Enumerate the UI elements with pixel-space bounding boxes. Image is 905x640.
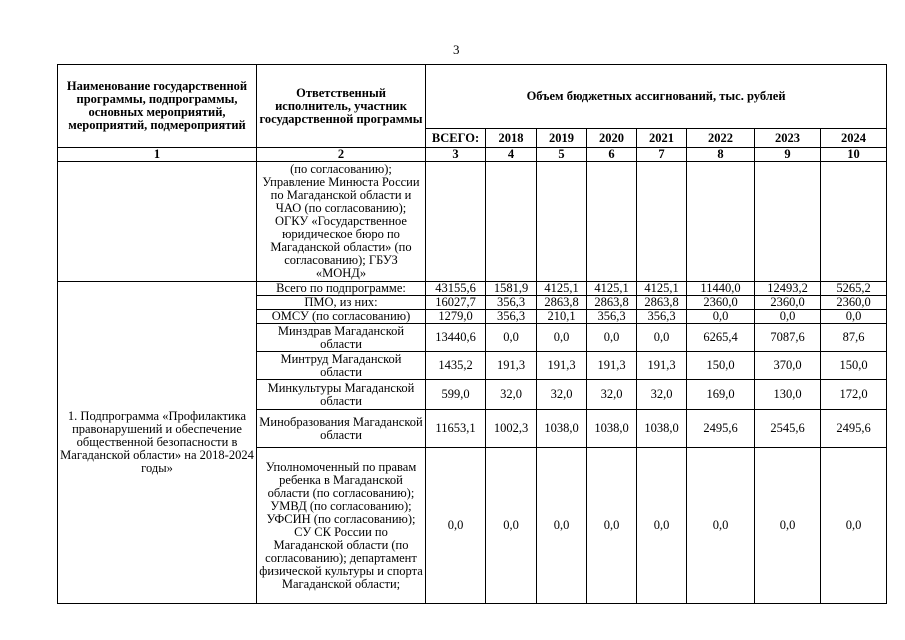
- value-cell: 0,0: [637, 448, 687, 604]
- value-cell: 1038,0: [587, 410, 637, 448]
- value-cell: 1279,0: [426, 310, 486, 324]
- column-number: 2: [257, 148, 426, 162]
- value-cell: 11653,1: [426, 410, 486, 448]
- value-cell: 0,0: [821, 448, 887, 604]
- value-cell: 191,3: [537, 352, 587, 380]
- value-cell: 43155,6: [426, 282, 486, 296]
- executor-cell: ПМО, из них:: [257, 296, 426, 310]
- value-cell: 0,0: [637, 324, 687, 352]
- value-cell: 6265,4: [687, 324, 755, 352]
- executor-cell: Минтруд Магаданской области: [257, 352, 426, 380]
- executor-cell: ОМСУ (по согласованию): [257, 310, 426, 324]
- empty-value-cell: [426, 162, 486, 282]
- empty-value-cell: [486, 162, 537, 282]
- year-header: 2019: [537, 129, 587, 148]
- column-number: 6: [587, 148, 637, 162]
- column-number: 3: [426, 148, 486, 162]
- subprogram-name: 1. Подпрограмма «Профилактика правонарушений и обеспечение общественной безопасности в Магаданской области» на 2018-2024 годы»: [58, 282, 257, 604]
- value-cell: 0,0: [755, 448, 821, 604]
- value-cell: 2360,0: [687, 296, 755, 310]
- value-cell: 2360,0: [755, 296, 821, 310]
- value-cell: 0,0: [537, 448, 587, 604]
- value-cell: 356,3: [637, 310, 687, 324]
- empty-value-cell: [687, 162, 755, 282]
- empty-value-cell: [587, 162, 637, 282]
- value-cell: 356,3: [486, 310, 537, 324]
- value-cell: 599,0: [426, 380, 486, 410]
- value-cell: 2863,8: [587, 296, 637, 310]
- value-cell: 130,0: [755, 380, 821, 410]
- value-cell: 1581,9: [486, 282, 537, 296]
- value-cell: 2863,8: [637, 296, 687, 310]
- column-number: 4: [486, 148, 537, 162]
- value-cell: 4125,1: [637, 282, 687, 296]
- value-cell: 0,0: [486, 448, 537, 604]
- value-cell: 370,0: [755, 352, 821, 380]
- executor-cell: (по согласованию); Управление Минюста России по Магаданской области и ЧАО (по согласованию); ОГКУ «Государственное юридическое бюро по Магаданской области» (по согласованию); ГБУЗ «МОНД»: [257, 162, 426, 282]
- value-cell: 4125,1: [537, 282, 587, 296]
- year-header: 2024: [821, 129, 887, 148]
- value-cell: 2545,6: [755, 410, 821, 448]
- value-cell: 2495,6: [821, 410, 887, 448]
- column-number: 1: [58, 148, 257, 162]
- executor-cell: Минздрав Магаданской области: [257, 324, 426, 352]
- column-number-row: [58, 148, 887, 162]
- value-cell: 0,0: [687, 448, 755, 604]
- empty-value-cell: [637, 162, 687, 282]
- value-cell: 11440,0: [687, 282, 755, 296]
- table-row: [58, 282, 887, 296]
- value-cell: 356,3: [486, 296, 537, 310]
- value-cell: 150,0: [687, 352, 755, 380]
- executor-cell: Минкультуры Магаданской области: [257, 380, 426, 410]
- value-cell: 0,0: [687, 310, 755, 324]
- header-program-name: Наименование государственной программы, подпрограммы, основных мероприятий, мероприятий, подмероприятий: [58, 65, 257, 148]
- value-cell: 16027,7: [426, 296, 486, 310]
- value-cell: 172,0: [821, 380, 887, 410]
- year-header: ВСЕГО:: [426, 129, 486, 148]
- value-cell: 12493,2: [755, 282, 821, 296]
- value-cell: 4125,1: [587, 282, 637, 296]
- empty-value-cell: [537, 162, 587, 282]
- year-header: 2020: [587, 129, 637, 148]
- value-cell: 0,0: [821, 310, 887, 324]
- value-cell: 191,3: [637, 352, 687, 380]
- value-cell: 32,0: [486, 380, 537, 410]
- header-executor: Ответственный исполнитель, участник государственной программы: [257, 65, 426, 148]
- value-cell: 356,3: [587, 310, 637, 324]
- column-number: 10: [821, 148, 887, 162]
- executor-cell: Уполномоченный по правам ребенка в Магаданской области (по согласованию); УМВД (по согласованию); УФСИН (по согласованию); СУ СК России по Магаданской области (по согласованию); департамент физической культуры и спорта Магаданской области;: [257, 448, 426, 604]
- column-number: 7: [637, 148, 687, 162]
- empty-value-cell: [755, 162, 821, 282]
- value-cell: 0,0: [587, 448, 637, 604]
- year-header: 2018: [486, 129, 537, 148]
- executor-cell: Всего по подпрограмме:: [257, 282, 426, 296]
- value-cell: 1038,0: [537, 410, 587, 448]
- value-cell: 0,0: [755, 310, 821, 324]
- value-cell: 191,3: [486, 352, 537, 380]
- value-cell: 0,0: [426, 448, 486, 604]
- table-row: [58, 162, 887, 282]
- budget-table: [57, 64, 887, 604]
- value-cell: 0,0: [587, 324, 637, 352]
- value-cell: 32,0: [637, 380, 687, 410]
- executor-cell: Минобразования Магаданской области: [257, 410, 426, 448]
- empty-value-cell: [821, 162, 887, 282]
- value-cell: 2495,6: [687, 410, 755, 448]
- value-cell: 1002,3: [486, 410, 537, 448]
- column-number: 9: [755, 148, 821, 162]
- column-number: 8: [687, 148, 755, 162]
- empty-program-cell: [58, 162, 257, 282]
- year-header: 2022: [687, 129, 755, 148]
- value-cell: 2863,8: [537, 296, 587, 310]
- value-cell: 2360,0: [821, 296, 887, 310]
- value-cell: 87,6: [821, 324, 887, 352]
- year-header: 2021: [637, 129, 687, 148]
- value-cell: 13440,6: [426, 324, 486, 352]
- value-cell: 150,0: [821, 352, 887, 380]
- year-header: 2023: [755, 129, 821, 148]
- value-cell: 0,0: [486, 324, 537, 352]
- value-cell: 169,0: [687, 380, 755, 410]
- value-cell: 32,0: [587, 380, 637, 410]
- value-cell: 1038,0: [637, 410, 687, 448]
- value-cell: 210,1: [537, 310, 587, 324]
- value-cell: 1435,2: [426, 352, 486, 380]
- value-cell: 7087,6: [755, 324, 821, 352]
- page-number: 3: [453, 42, 460, 57]
- value-cell: 5265,2: [821, 282, 887, 296]
- value-cell: 32,0: [537, 380, 587, 410]
- header-budget: Объем бюджетных ассигнований, тыс. рублей: [426, 65, 887, 129]
- value-cell: 0,0: [537, 324, 587, 352]
- column-number: 5: [537, 148, 587, 162]
- value-cell: 191,3: [587, 352, 637, 380]
